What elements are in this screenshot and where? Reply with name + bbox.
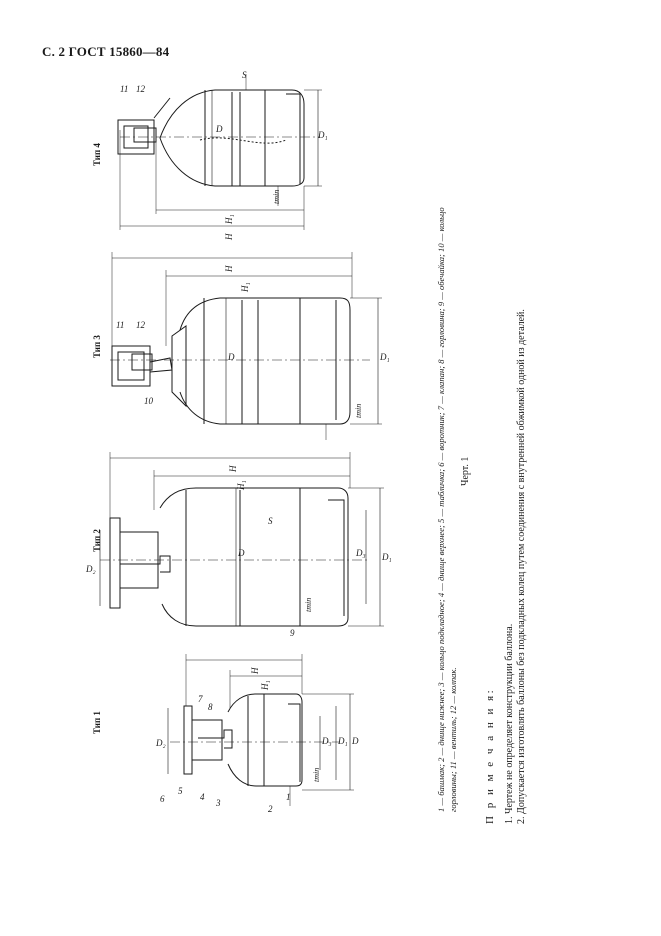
t2-H: H [228, 465, 238, 472]
t1-tmin: tmin [312, 767, 321, 782]
svg-text:D₂: D₂ [86, 564, 96, 574]
svg-text:6: 6 [160, 794, 165, 804]
svg-text:12: 12 [136, 320, 145, 330]
t3-H1: H₁ [240, 282, 250, 292]
notes-title-text: П р и м е ч а н и я: [484, 687, 496, 824]
t3-H: H [224, 265, 234, 272]
svg-text:D₁: D₁ [380, 352, 390, 362]
svg-text:10: 10 [144, 396, 153, 406]
t2-H1: H₁ [236, 480, 246, 490]
svg-text:D₁: D₁ [338, 736, 348, 746]
t4-tmin: tmin [272, 189, 281, 204]
svg-text:11: 11 [116, 320, 125, 330]
t4-D: D [216, 124, 223, 134]
t4-H: H [224, 233, 234, 240]
svg-text:1: 1 [286, 792, 291, 802]
figure-caption: Черт. 1 [460, 456, 471, 486]
svg-text:D: D [238, 548, 245, 558]
type-2-drawing [100, 452, 384, 626]
svg-text:D: D [228, 352, 235, 362]
svg-text:9: 9 [290, 628, 295, 638]
t4-H1: H₁ [224, 214, 234, 224]
note-1: 1. Чертеж не определяет конструкции баллона. [504, 623, 515, 824]
legend-line-1: 1 — башмак; 2 — днище нижнее; 3 — кольцо подкладное; 4 — днище верхнее; 5 — табличка; 6 — воротник; 7 — клапан; 8 — горловина; 9 — обечайка; 10 — кольцо [436, 207, 446, 812]
svg-text:D₂: D₂ [156, 738, 166, 748]
t2-tmin: tmin [304, 597, 313, 612]
t1-H: H [250, 667, 260, 674]
legend-line-2: горловины; 11 — вентиль; 12 — колпак. [448, 667, 458, 812]
svg-text:5: 5 [178, 786, 183, 796]
svg-text:4: 4 [200, 792, 205, 802]
svg-text:D₃: D₃ [356, 548, 366, 558]
type-4-drawing [118, 74, 322, 230]
notes-title [484, 688, 498, 824]
t3-tmin: tmin [354, 403, 363, 418]
svg-text:S: S [268, 516, 273, 526]
type-1-label: Тип 1 [92, 711, 102, 734]
type-3-drawing [110, 252, 382, 440]
svg-text:12: 12 [136, 84, 145, 94]
type-1-drawing [168, 654, 354, 806]
svg-text:8: 8 [208, 702, 213, 712]
svg-text:2: 2 [268, 804, 273, 814]
svg-text:3: 3 [216, 798, 221, 808]
type-4-label: Тип 4 [92, 143, 102, 166]
svg-text:D: D [352, 736, 359, 746]
t1-H1: H₁ [260, 680, 270, 690]
t4-D1: D₁ [318, 130, 328, 140]
svg-text:11: 11 [120, 84, 129, 94]
type-2-label: Тип 2 [92, 529, 102, 552]
page-header: С. 2 ГОСТ 15860—84 [42, 44, 170, 59]
svg-text:7: 7 [198, 694, 203, 704]
svg-text:D₁: D₁ [382, 552, 392, 562]
type-3-label: Тип 3 [92, 335, 102, 358]
note-2: 2. Допускается изготовлять баллоны без подкладных колец путем соединения с внутренней обжимкой одной из деталей. [516, 309, 527, 824]
svg-text:S: S [242, 70, 247, 80]
svg-text:D₃: D₃ [322, 736, 332, 746]
